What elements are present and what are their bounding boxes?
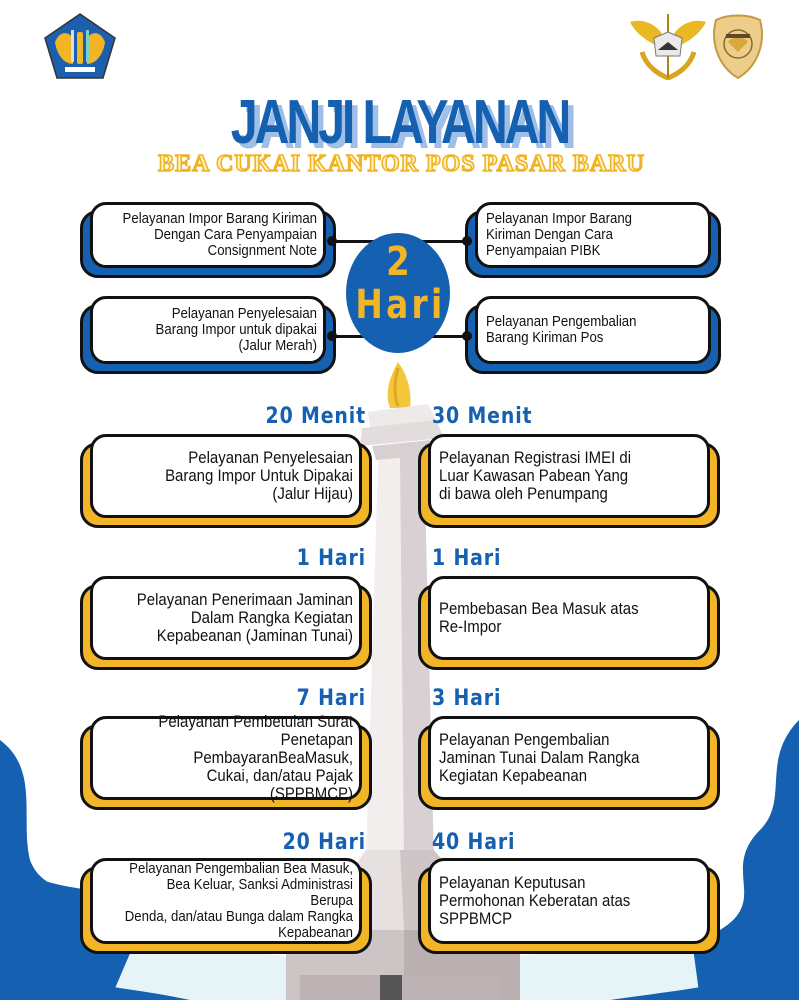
- duration-label: 20 Hari: [282, 830, 366, 855]
- badge-unit: Hari: [355, 282, 446, 328]
- service-card-jalur-hijau: [80, 434, 372, 528]
- service-card-pembebasan-bea-masuk: [418, 576, 720, 670]
- service-text: Pelayanan Pengembalian Bea Masuk, Bea Keluar, Sanksi Administrasi Berupa Denda, dan/atau Bunga dalam Rangka Kepabeanan: [124, 860, 353, 941]
- duration-label: 1 Hari: [432, 546, 502, 571]
- bea-cukai-badge-logo: [710, 12, 766, 80]
- connector-dot: [327, 331, 337, 341]
- badge-number: 2: [386, 239, 410, 285]
- service-text: Pelayanan Pembetulan Surat Penetapan PembayaranBeaMasuk, Cukai, dan/atau Pajak (SPPBMCP): [158, 712, 353, 803]
- two-day-badge: [346, 233, 450, 353]
- service-text: Pelayanan Pengembalian Jaminan Tunai Dalam Rangka Kegiatan Kepabeanan: [439, 730, 640, 785]
- service-card-pengembalian-jaminan: [418, 716, 720, 810]
- service-text: Pelayanan Penerimaan Jaminan Dalam Rangka Kegiatan Kepabeanan (Jaminan Tunai): [136, 590, 353, 645]
- duration-label: 40 Hari: [432, 830, 516, 855]
- duration-label: 1 Hari: [296, 546, 366, 571]
- service-text: Pelayanan Penyelesaian Barang Impor Untuk Dipakai (Jalur Hijau): [165, 448, 353, 503]
- service-text: Pelayanan Registrasi IMEI di Luar Kawasan Pabean Yang di bawa oleh Penumpang: [439, 448, 632, 503]
- service-card-pembetulan-sppbmcp: [80, 712, 372, 810]
- page-title: JANJI LAYANAN: [230, 88, 569, 157]
- service-text: Pelayanan Penyelesaian Barang Impor untuk dipakai (Jalur Merah): [155, 305, 317, 354]
- duration-label: 7 Hari: [296, 686, 366, 711]
- duration-label: 20 Menit: [265, 404, 366, 429]
- connector-dot: [462, 236, 472, 246]
- service-card-jalur-merah: [80, 296, 336, 374]
- service-card-consignment-note: [80, 202, 336, 278]
- service-text: Pelayanan Keputusan Permohonan Keberatan atas SPPBMCP: [439, 873, 631, 928]
- service-card-pengembalian-barang: [465, 296, 721, 374]
- page-subtitle: BEA CUKAI KANTOR POS PASAR BARU: [158, 151, 645, 177]
- duration-label: 3 Hari: [432, 686, 502, 711]
- service-text: Pelayanan Impor Barang Kiriman Dengan Cara Penyampaian Consignment Note: [122, 210, 318, 259]
- service-card-pengembalian-bea-masuk: [80, 858, 372, 954]
- connector-dot: [462, 331, 472, 341]
- service-text: Pembebasan Bea Masuk atas Re-Impor: [439, 599, 639, 636]
- kementerian-keuangan-logo: [43, 12, 117, 80]
- duration-label: 30 Menit: [432, 404, 533, 429]
- service-card-keputusan-keberatan: [418, 858, 720, 954]
- service-text: Pelayanan Pengembalian Barang Kiriman Pos: [486, 313, 637, 346]
- bea-cukai-emblem-logo: [628, 12, 708, 80]
- connector-dot: [327, 236, 337, 246]
- service-text: Pelayanan Impor Barang Kiriman Dengan Cara Penyampaian PIBK: [486, 210, 633, 259]
- service-card-registrasi-imei: [418, 434, 720, 528]
- service-card-pibk: [465, 202, 721, 278]
- service-card-penerimaan-jaminan: [80, 576, 372, 670]
